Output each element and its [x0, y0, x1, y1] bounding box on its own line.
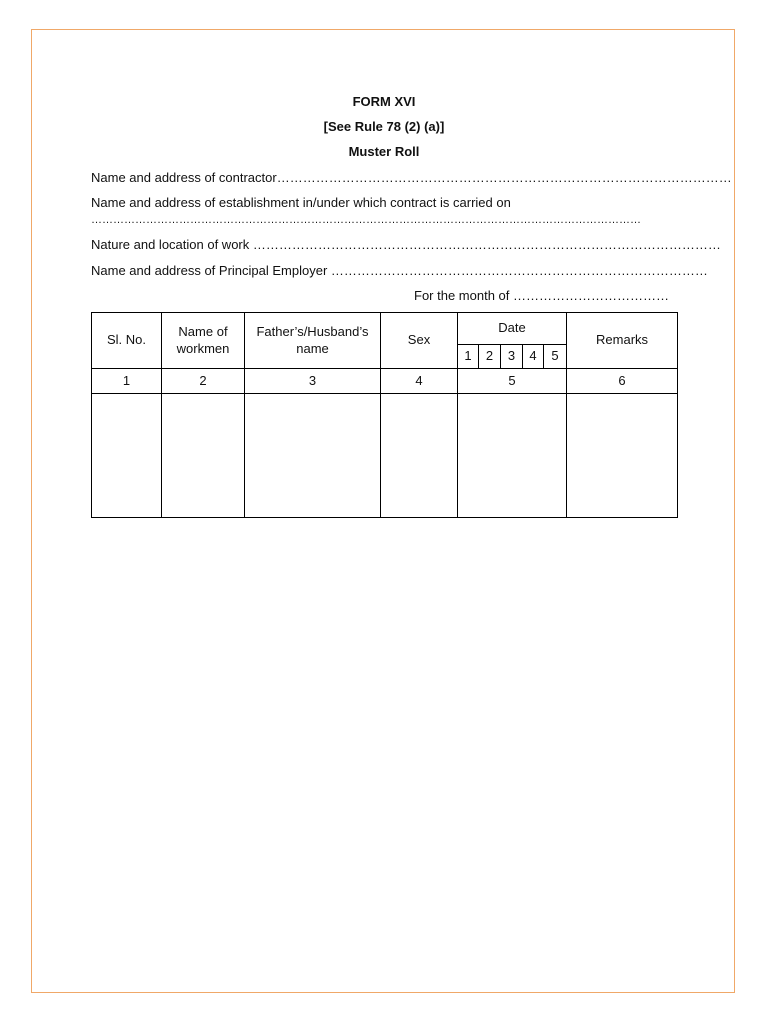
- column-number-cell: 3: [245, 369, 381, 394]
- column-number-cell: 6: [567, 369, 678, 394]
- blank-cell: [245, 394, 381, 518]
- date-day-cell: 2: [479, 345, 501, 369]
- header-date: Date: [458, 313, 567, 345]
- blank-cell: [567, 394, 678, 518]
- header-sl-no: Sl. No.: [92, 313, 162, 369]
- muster-roll-table: [91, 312, 678, 518]
- date-day-cell: 4: [523, 345, 544, 369]
- header-sex: Sex: [381, 313, 458, 369]
- header-remarks: Remarks: [567, 313, 678, 369]
- date-day-cell: 1: [458, 345, 479, 369]
- blank-cell: [458, 394, 567, 518]
- employer-field: Name and address of Principal Employer ……………………………………………………………………………: [91, 263, 708, 278]
- establishment-field: Name and address of establishment in/under which contract is carried on: [91, 195, 511, 210]
- header-name-of-workmen: Name of workmen: [162, 313, 245, 369]
- blank-cell: [381, 394, 458, 518]
- blank-cell: [162, 394, 245, 518]
- column-number-cell: 5: [458, 369, 567, 394]
- column-number-cell: 4: [381, 369, 458, 394]
- header-father-husband-name: Father’s/Husband’s name: [245, 313, 381, 369]
- rule-reference: [See Rule 78 (2) (a)]: [323, 119, 445, 134]
- establishment-dots: ……………………………………………………………………………………………………………………………………: [91, 214, 641, 226]
- column-number-cell: 1: [92, 369, 162, 394]
- work-field: Nature and location of work ………………………………………………………………………………………………: [91, 237, 721, 252]
- blank-cell: [92, 394, 162, 518]
- column-number-cell: 2: [162, 369, 245, 394]
- month-field: For the month of ………………………………: [414, 288, 669, 303]
- contractor-field: Name and address of contractor……………………………………………………………………………………………: [91, 170, 732, 185]
- date-day-cell: 3: [501, 345, 523, 369]
- form-title: FORM XVI: [352, 94, 416, 109]
- date-day-cell: 5: [544, 345, 567, 369]
- document-title: Muster Roll: [348, 144, 420, 159]
- table-row: [92, 394, 678, 518]
